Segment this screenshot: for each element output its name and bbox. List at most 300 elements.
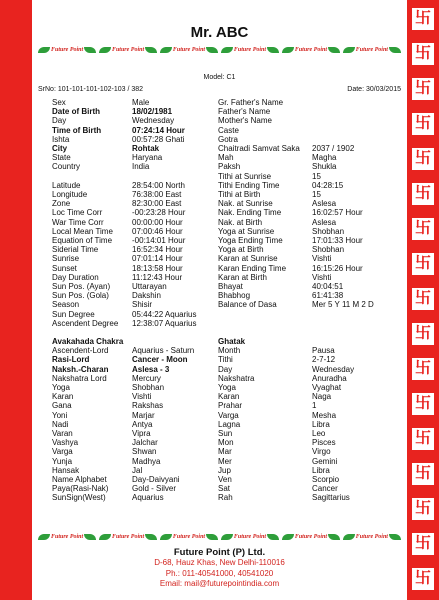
ghatak-row <box>218 374 354 383</box>
birth-detail-key: Time of Birth <box>52 125 102 135</box>
panchang-key: Yoga Ending Time <box>218 236 283 246</box>
birth-detail-key: Latitude <box>52 180 81 190</box>
birth-detail-value: 00:00:00 Hour <box>132 217 183 227</box>
ghatak-value: Wednesday <box>312 364 355 374</box>
avakahada-key: Gana <box>52 401 72 411</box>
ghatak-row <box>218 447 354 456</box>
swastika-icon: 卐 <box>412 568 434 590</box>
birth-detail-row <box>52 300 197 309</box>
avakahada-value: Vipra <box>132 429 151 439</box>
swastika-icon: 卐 <box>412 148 434 170</box>
panchang-row <box>218 181 374 190</box>
panchang-row <box>218 208 374 217</box>
ghatak-value: Scorpio <box>312 475 340 485</box>
birth-detail-key: Equation of Time <box>52 236 113 246</box>
panchang-key: Mah <box>218 153 234 163</box>
swastika-icon: 卐 <box>412 288 434 310</box>
panchang-value: Aslesa <box>312 217 337 227</box>
ghatak-row <box>218 411 354 420</box>
avakahada-value: Aquarius - Saturn <box>132 346 195 356</box>
banner-logo-text: Future Point <box>111 534 145 540</box>
panchang-key: Karan Ending Time <box>218 263 287 273</box>
leaf-icon <box>160 534 172 540</box>
birth-detail-value: 12:38:07 Aquarius <box>132 318 197 328</box>
left-border <box>0 0 32 600</box>
birth-detail-key: Sunrise <box>52 254 80 264</box>
avakahada-value: Rakshas <box>132 401 164 411</box>
ghatak-value: Vyaghat <box>312 383 342 393</box>
banner-tile <box>99 47 157 53</box>
avakahada-key: Nadi <box>52 419 69 429</box>
banner-logo-text: Future Point <box>111 47 145 53</box>
banner-logo-text: Future Point <box>233 534 267 540</box>
horoscope-page <box>32 0 407 600</box>
panchang-row <box>218 199 374 208</box>
ghatak-value: Pisces <box>312 438 336 448</box>
panchang-value: Magha <box>312 153 337 163</box>
banner-logo-text: Future Point <box>294 534 327 540</box>
birth-detail-key: Country <box>52 162 81 172</box>
swastika-icon: 卐 <box>412 358 434 380</box>
leaf-icon <box>389 47 401 53</box>
birth-detail-value: 28:54:00 North <box>132 180 185 190</box>
avakahada-row <box>52 475 194 484</box>
birth-detail-key: Season <box>52 300 80 310</box>
avakahada-row <box>52 493 194 502</box>
swastika-icon: 卐 <box>412 253 434 275</box>
birth-detail-key: Zone <box>52 199 71 209</box>
birth-detail-row <box>52 98 197 107</box>
panchang-row <box>218 236 374 245</box>
banner-tile <box>221 47 279 53</box>
ghatak-row <box>218 337 354 346</box>
ghatak-row <box>218 429 354 438</box>
birth-detail-value: Shisir <box>132 300 153 310</box>
banner-logo-text: Future Point <box>294 47 327 53</box>
page-title: Mr. ABC <box>190 24 249 41</box>
leaf-icon <box>282 534 294 540</box>
avakahada-value: Jal <box>132 465 143 475</box>
leaf-icon <box>145 534 157 540</box>
banner-tile <box>221 534 279 540</box>
ghatak-value: Naga <box>312 392 332 402</box>
avakahada-row <box>52 457 194 466</box>
ghatak-key: Rah <box>218 493 233 503</box>
panchang-key: Tithi at Birth <box>218 190 261 200</box>
leaf-icon <box>160 47 172 53</box>
panchang-value: 04:28:15 <box>312 180 344 190</box>
swastika-icon: 卐 <box>412 533 434 555</box>
footer-phone: Ph.: 011-40541000, 40541020 <box>165 568 274 578</box>
srno-label: SrNo: 101-101-101-102-103 / 382 <box>38 86 144 93</box>
ghatak-key: Karan <box>218 392 240 402</box>
ghatak-key: Sat <box>218 484 231 494</box>
leaf-icon <box>221 47 233 53</box>
birth-detail-key: Sunset <box>52 263 77 273</box>
banner-logo-text: Future Point <box>172 534 206 540</box>
ghatak-row <box>218 466 354 475</box>
banner-tile <box>160 47 218 53</box>
birth-detail-value: Dakshin <box>132 291 161 301</box>
panchang-row <box>218 300 374 309</box>
avakahada-key: SunSign(West) <box>52 493 106 503</box>
avakahada-row <box>52 484 194 493</box>
panchang-row <box>218 162 374 171</box>
ghatak-value: Libra <box>312 465 330 475</box>
birth-detail-key: Sun Degree <box>52 309 95 319</box>
birth-detail-row <box>52 264 197 273</box>
birth-detail-row <box>52 310 197 319</box>
swastika-icon: 卐 <box>412 78 434 100</box>
birth-detail-key: State <box>52 153 71 163</box>
birth-detail-value: 07:24:14 Hour <box>132 125 185 135</box>
panchang-row <box>218 227 374 236</box>
footer-address: D-68, Hauz Khas, New Delhi-110016 <box>154 558 285 567</box>
avakahada-key: Paya(Rasi-Nak) <box>52 484 109 494</box>
leaf-icon <box>84 534 96 540</box>
birth-detail-value: 16:52:34 Hour <box>132 245 183 255</box>
birth-detail-value: 82:30:00 East <box>132 199 182 209</box>
leaf-icon <box>145 47 157 53</box>
panchang-key: Bhayat <box>218 282 243 292</box>
birth-detail-row <box>52 116 197 125</box>
footer-email[interactable]: Email: mail@futurepointindia.com <box>159 579 280 588</box>
swastika-icon: 卐 <box>412 218 434 240</box>
avakahada-key: Nakshatra Lord <box>52 373 107 383</box>
panchang-row <box>218 135 374 144</box>
ghatak-row <box>218 457 354 466</box>
panchang-key: Tithi at Sunrise <box>218 171 272 181</box>
banner-bottom <box>38 530 401 544</box>
birth-detail-value: 07:01:14 Hour <box>132 254 183 264</box>
swastika-icon: 卐 <box>412 463 434 485</box>
banner-tile <box>38 534 96 540</box>
ghatak-key: Month <box>218 346 241 356</box>
swastika-icon: 卐 <box>412 428 434 450</box>
avakahada-row <box>52 392 194 401</box>
ghatak-key: Yoga <box>218 383 236 393</box>
panchang-row <box>218 144 374 153</box>
panchang-row <box>218 98 374 107</box>
birth-detail-value: Rohtak <box>132 144 160 154</box>
panchang-key: Bhabhog <box>218 291 251 301</box>
birth-detail-key: Sex <box>52 98 66 107</box>
ghatak-value: Virgo <box>312 447 331 457</box>
swastika-icon: 卐 <box>412 183 434 205</box>
panchang-row <box>218 245 374 254</box>
birth-detail-value: 05:44:22 Aquarius <box>132 309 197 319</box>
avakahada-value: Aslesa - 3 <box>132 364 170 374</box>
banner-logo-text: Future Point <box>233 47 267 53</box>
panchang-row <box>218 190 374 199</box>
panchang-value: 61:41:38 <box>312 291 344 301</box>
birth-detail-key: Siderial Time <box>52 245 99 255</box>
avakahada-key: Karan <box>52 392 74 402</box>
birth-detail-key: Sun Pos. (Gola) <box>52 291 109 301</box>
leaf-icon <box>282 47 294 53</box>
right-border <box>407 0 439 600</box>
panchang-value: Mer 5 Y 11 M 2 D <box>312 300 374 310</box>
panchang-row <box>218 264 374 273</box>
avakahada-value: Cancer - Moon <box>132 355 188 365</box>
avakahada-key: Naksh.-Charan <box>52 364 109 374</box>
panchang-value: Aslesa <box>312 199 337 209</box>
panchang-value: 16:02:57 Hour <box>312 208 363 218</box>
panchang-row <box>218 273 374 282</box>
ghatak-value: Cancer <box>312 484 338 494</box>
birth-detail-value: 18/02/1981 <box>132 107 173 117</box>
avakahada-key: Yunja <box>52 456 73 466</box>
ghatak-value: Anuradha <box>312 373 347 383</box>
banner-top <box>38 43 401 57</box>
ghatak-value: Libra <box>312 419 330 429</box>
panchang-key: Tithi Ending Time <box>218 180 280 190</box>
ghatak-row <box>218 438 354 447</box>
panchang-key: Yoga at Birth <box>218 245 264 255</box>
ghatak-row <box>218 346 354 355</box>
panchang-row <box>218 107 374 116</box>
avakahada-value: Vishti <box>132 392 152 402</box>
banner-tile <box>38 47 96 53</box>
birth-detail-value: India <box>132 162 150 172</box>
birth-detail-row <box>52 319 197 328</box>
ghatak-row <box>218 392 354 401</box>
birth-detail-key: Loc Time Corr <box>52 208 103 218</box>
leaf-icon <box>84 47 96 53</box>
panchang-value: 2037 / 1902 <box>312 144 355 154</box>
birth-detail-key: Day Duration <box>52 272 99 282</box>
panchang-value: 15 <box>312 190 321 200</box>
birth-detail-value: 00:57:28 Ghati <box>132 134 185 144</box>
leaf-icon <box>221 534 233 540</box>
panchang-key: Father's Name <box>218 107 271 117</box>
avakahada-key: Avakahada Chakra <box>52 337 124 346</box>
leaf-icon <box>343 534 355 540</box>
ghatak-value: 2-7-12 <box>312 355 336 365</box>
avakahada-key: Rasi-Lord <box>52 355 90 365</box>
avakahada-key: Hansak <box>52 465 80 475</box>
banner-tile <box>282 47 340 53</box>
leaf-icon <box>99 47 111 53</box>
birth-detail-value: 07:00:46 Hour <box>132 226 183 236</box>
birth-detail-row <box>52 199 197 208</box>
birth-detail-value: -00:23:28 Hour <box>132 208 186 218</box>
swastika-icon: 卐 <box>412 323 434 345</box>
panchang-key: Nak. at Sunrise <box>218 199 273 209</box>
birth-detail-key <box>52 172 132 181</box>
leaf-icon <box>38 534 50 540</box>
banner-tile <box>160 534 218 540</box>
ghatak-key: Prahar <box>218 401 243 411</box>
ghatak-row <box>218 383 354 392</box>
avakahada-value: Shobhan <box>132 383 165 393</box>
panchang-key: Nak. Ending Time <box>218 208 282 218</box>
ghatak-value: Mesha <box>312 410 337 420</box>
panchang-value: 16:15:26 Hour <box>312 263 363 273</box>
birth-detail-key: Date of Birth <box>52 107 100 117</box>
birth-detail-row <box>52 245 197 254</box>
ghatak-row <box>218 355 354 364</box>
avakahada-row <box>52 411 194 420</box>
ghatak-row <box>218 365 354 374</box>
avakahada-key: Varan <box>52 429 73 439</box>
panchang-value: Shobhan <box>312 226 345 236</box>
panchang-key: Caste <box>218 125 239 135</box>
avakahada-row <box>52 447 194 456</box>
panchang-row <box>218 172 374 181</box>
birth-detail-key: Ishta <box>52 134 70 144</box>
leaf-icon <box>38 47 50 53</box>
avakahada-key: Yoni <box>52 410 68 420</box>
avakahada-value: Madhya <box>132 456 161 466</box>
avakahada-value: Mercury <box>132 373 161 383</box>
ghatak-key: Mon <box>218 438 234 448</box>
banner-logo-text: Future Point <box>51 534 84 540</box>
ghatak-key: Lagna <box>218 419 241 429</box>
avakahada-row <box>52 346 194 355</box>
panchang-row <box>218 116 374 125</box>
ghatak-value: Pausa <box>312 346 335 356</box>
leaf-icon <box>99 534 111 540</box>
swastika-icon: 卐 <box>412 43 434 65</box>
panchang-row <box>218 282 374 291</box>
avakahada-row <box>52 429 194 438</box>
birth-detail-value: 11:12:43 Hour <box>132 272 183 282</box>
leaf-icon <box>206 534 218 540</box>
leaf-icon <box>328 47 340 53</box>
panchang-key: Karan at Birth <box>218 272 267 282</box>
birth-detail-value: Wednesday <box>132 116 175 126</box>
leaf-icon <box>343 47 355 53</box>
avakahada-value: Marjar <box>132 410 155 420</box>
avakahada-key: Name Alphabet <box>52 475 107 485</box>
avakahada-value: Day-Daivyani <box>132 475 180 485</box>
banner-logo-text: Future Point <box>355 534 388 540</box>
avakahada-value: Gold - Silver <box>132 484 177 494</box>
avakahada-row <box>52 466 194 475</box>
ghatak-row <box>218 493 354 502</box>
panchang-key: Gotra <box>218 134 239 144</box>
panchang-key: Paksh <box>218 162 241 172</box>
footer <box>32 547 407 590</box>
meta-row <box>38 86 401 93</box>
ghatak-key: Ven <box>218 475 232 485</box>
avakahada-key: Ascendent-Lord <box>52 346 109 356</box>
birth-detail-row <box>52 236 197 245</box>
ghatak-key: Ghatak <box>218 337 246 346</box>
avakahada-row <box>52 438 194 447</box>
birth-detail-key: Ascendent Degree <box>52 318 119 328</box>
birth-detail-row <box>52 218 197 227</box>
avakahada-value: Jalchar <box>132 438 158 448</box>
panchang-key: Mother's Name <box>218 116 272 126</box>
birth-detail-value: 76:38:00 East <box>132 190 182 200</box>
birth-detail-key: Sun Pos. (Ayan) <box>52 282 111 292</box>
avakahada-value: Aquarius <box>132 493 164 503</box>
panchang-row <box>218 126 374 135</box>
birth-detail-key: Day <box>52 116 67 126</box>
panchang-row <box>218 153 374 162</box>
leaf-icon <box>267 47 279 53</box>
ghatak-key: Jup <box>218 465 231 475</box>
swastika-icon: 卐 <box>412 393 434 415</box>
ghatak-key: Sun <box>218 429 233 439</box>
ghatak-column <box>218 337 354 503</box>
birth-detail-row <box>52 126 197 135</box>
birth-detail-value: Uttarayan <box>132 282 167 292</box>
birth-detail-row <box>52 144 197 153</box>
birth-detail-row <box>52 227 197 236</box>
leaf-icon <box>389 534 401 540</box>
avakahada-row <box>52 383 194 392</box>
avakahada-key: Varga <box>52 447 73 457</box>
avakahada-chakra-column <box>52 337 194 503</box>
birth-detail-row <box>52 172 197 181</box>
banner-logo-text: Future Point <box>355 47 388 53</box>
panchang-key: Balance of Dasa <box>218 300 277 310</box>
panchang-row <box>218 218 374 227</box>
birth-details-column <box>52 98 197 328</box>
banner-tile <box>343 47 401 53</box>
birth-detail-key: Longitude <box>52 190 88 200</box>
panchang-value: Vishti <box>312 272 332 282</box>
ghatak-key: Varga <box>218 410 239 420</box>
banner-tile <box>343 534 401 540</box>
avakahada-key: Yoga <box>52 383 70 393</box>
swastika-icon: 卐 <box>412 498 434 520</box>
panchang-value: 40:04:51 <box>312 282 344 292</box>
birth-detail-row <box>52 162 197 171</box>
model-label: Model: C1 <box>203 74 236 81</box>
ghatak-value: 1 <box>312 401 317 411</box>
ghatak-value: Sagittarius <box>312 493 350 503</box>
panchang-value: 17:01:33 Hour <box>312 236 363 246</box>
panchang-key: Yoga at Sunrise <box>218 226 275 236</box>
avakahada-row <box>52 355 194 364</box>
birth-detail-row <box>52 153 197 162</box>
swastika-icon: 卐 <box>412 113 434 135</box>
avakahada-row <box>52 420 194 429</box>
birth-detail-row <box>52 254 197 263</box>
ghatak-key: Mar <box>218 447 232 457</box>
panchang-row <box>218 254 374 263</box>
date-label: Date: 30/03/2015 <box>347 86 401 93</box>
avakahada-row <box>52 337 194 346</box>
avakahada-row <box>52 401 194 410</box>
birth-detail-row <box>52 291 197 300</box>
panchang-value: Shobhan <box>312 245 345 255</box>
panchang-value: Shukla <box>312 162 337 172</box>
ghatak-key: Nakshatra <box>218 373 255 383</box>
birth-detail-value: -00:14:01 Hour <box>132 236 186 246</box>
birth-detail-row <box>52 208 197 217</box>
swastika-icon: 卐 <box>412 8 434 30</box>
banner-tile <box>99 534 157 540</box>
ghatak-row <box>218 420 354 429</box>
ghatak-row <box>218 401 354 410</box>
avakahada-key: Vashya <box>52 438 79 448</box>
birth-detail-key: War Time Corr <box>52 217 104 227</box>
banner-logo-text: Future Point <box>51 47 84 53</box>
panchang-column <box>218 98 374 310</box>
panchang-value: Vishti <box>312 254 332 264</box>
ghatak-value: Gemini <box>312 456 338 466</box>
avakahada-value: Antya <box>132 419 153 429</box>
ghatak-key: Mer <box>218 456 232 466</box>
panchang-key: Chaitradi Samvat Saka <box>218 144 300 154</box>
footer-company: Future Point (P) Ltd. <box>173 547 266 558</box>
birth-detail-row <box>52 282 197 291</box>
